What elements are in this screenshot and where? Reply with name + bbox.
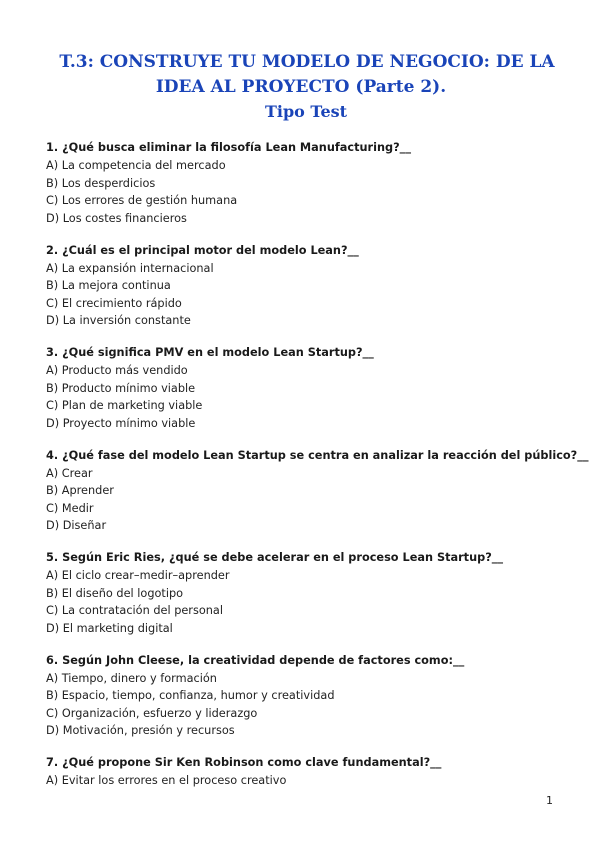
answer-option: B) Producto mínimo viable (46, 381, 196, 395)
question-text: 2. ¿Cuál es el principal motor del modelo Lean?__ (46, 243, 359, 257)
answer-option: B) Espacio, tiempo, confianza, humor y creatividad (46, 689, 335, 702)
answer-option: A) Producto más vendido (46, 364, 188, 377)
answer-option: D) El marketing digital (46, 621, 173, 635)
page-number: 1 (546, 794, 553, 807)
question-5 (46, 549, 566, 637)
document-title (0, 50, 600, 100)
answer-option: C) Organización, esfuerzo y liderazgo (46, 706, 258, 720)
answer-option: C) Medir (46, 501, 94, 515)
question-7 (46, 754, 566, 790)
answer-option: A) Crear (46, 466, 93, 480)
answer-option: C) El crecimiento rápido (46, 296, 182, 310)
answer-option: B) Los desperdicios (46, 176, 156, 190)
document-title-line-2: IDEA AL PROYECTO (Parte 2). (155, 77, 447, 97)
document-subtitle: Tipo Test (264, 102, 348, 121)
answer-option: A) La competencia del mercado (46, 159, 226, 172)
question-text: 5. Según Eric Ries, ¿qué se debe acelerar en el proceso Lean Startup?__ (46, 551, 504, 564)
answer-option: C) Plan de marketing viable (46, 399, 203, 412)
question-2 (46, 242, 566, 330)
question-text: 6. Según John Cleese, la creatividad depende de factores como:__ (46, 653, 465, 667)
answer-option: A) El ciclo crear–medir–aprender (46, 569, 230, 582)
answer-option: D) Motivación, presión y recursos (46, 724, 235, 737)
document-title-line-1: T.3: CONSTRUYE TU MODELO DE NEGOCIO: DE LA (59, 52, 555, 72)
answer-option: B) El diseño del logotipo (46, 586, 184, 600)
answer-option: C) La contratación del personal (46, 604, 223, 617)
answer-option: A) Tiempo, dinero y formación (46, 671, 217, 685)
question-text: 3. ¿Qué significa PMV en el modelo Lean Startup?__ (46, 346, 374, 359)
question-3 (46, 344, 566, 432)
answer-option: B) La mejora continua (46, 279, 171, 292)
question-6 (46, 652, 566, 740)
question-list (46, 139, 589, 804)
answer-option: D) Los costes financieros (46, 211, 187, 225)
answer-option: D) La inversión constante (46, 314, 191, 327)
question-text: 7. ¿Qué propone Sir Ken Robinson como clave fundamental?__ (46, 756, 442, 769)
question-4 (46, 447, 589, 535)
answer-option: C) Los errores de gestión humana (46, 194, 238, 207)
answer-option: D) Diseñar (46, 519, 107, 532)
answer-option: A) La expansión internacional (46, 261, 214, 275)
answer-option: B) Aprender (46, 484, 114, 497)
question-1 (46, 139, 566, 227)
question-text: 1. ¿Qué busca eliminar la filosofía Lean Manufacturing?__ (46, 141, 411, 154)
answer-option: A) Evitar los errores en el proceso creativo (46, 774, 287, 787)
answer-option: D) Proyecto mínimo viable (46, 416, 196, 430)
question-text: 4. ¿Qué fase del modelo Lean Startup se centra en analizar la reacción del público?__ (46, 448, 589, 462)
